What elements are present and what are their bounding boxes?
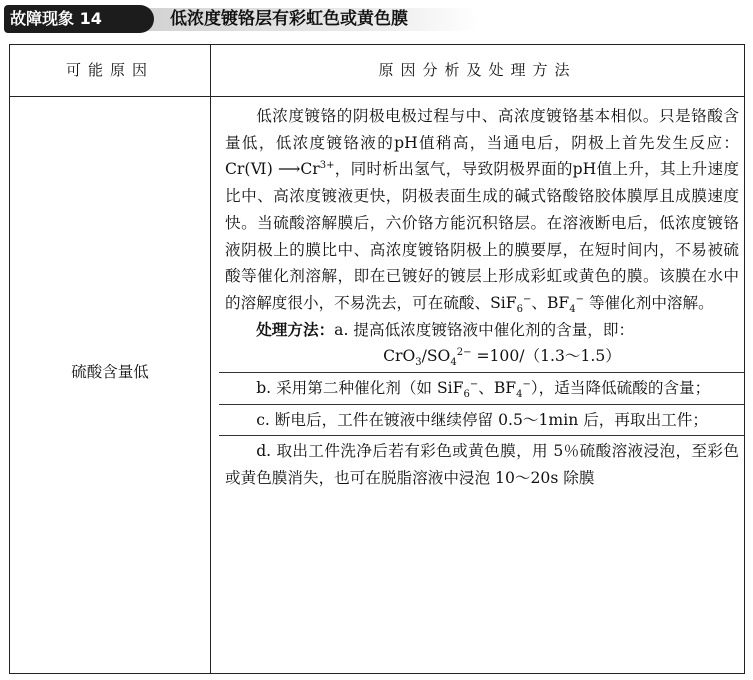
fault-title: 低浓度镀铬层有彩虹色或黄色膜 [170,9,408,29]
formula-sub-4: 4 [450,357,457,369]
row-separator [219,435,745,436]
method-b-sup1: − [469,378,479,390]
column-header-possible-cause: 可能原因 [65,61,154,79]
method-b [225,375,739,402]
bf-charge: − [575,293,584,305]
sif-subscript: 6 [516,304,523,316]
possible-cause-cell: 硫酸含量低 [71,363,149,381]
method-d: d. 取出工件洗净后若有彩色或黄色膜，用 5％硫酸溶液浸泡，至彩色或黄色膜消失，也可在脱脂溶液中浸泡 10～20s 除膜 [225,442,739,488]
method-b-sup2: − [522,378,531,390]
method-b-text-b: 、BF [478,379,517,398]
row-separator [219,404,745,405]
analysis-text-d: 等催化剂中溶解。 [584,293,714,312]
method-c: c. 断电后，工件在镀液中继续停留 0.5～1min 后，再取出工件； [256,410,708,429]
column-divider [210,45,211,673]
formula-ratio: =100/（1.3～1.5） [471,347,621,366]
bf-subscript: 4 [569,304,576,316]
formula-so: /SO [421,347,451,366]
method-b-sub1: 6 [463,389,470,401]
analysis-method-cell [225,103,739,492]
header-divider [10,96,744,97]
analysis-paragraph [225,103,739,317]
analysis-text-a: 低浓度镀铬的阴极电极过程与中、高浓度镀铬基本相似。只是铬酸含量低，低浓度镀铬液的pH值稍高，当通电后，阴极上首先发生反应：Cr(Ⅵ) ⟶Cr [225,107,739,179]
method-b-text-c: ），适当降低硫酸的含量； [530,379,711,398]
row-separator [219,372,745,373]
analysis-text-c: 、BF [531,293,570,312]
formula-sub-3: 3 [415,357,422,369]
method-a-text: a. 提高低浓度镀铬液中催化剂的含量，即： [334,320,635,339]
method-label: 处理方法： [256,319,335,339]
analysis-text-b: ，同时析出氢气，导致阴极界面的pH值上升，其上升速度比中、高浓度镀液更快，阴极表面生成的碱式铬酸铬胶体膜厚且成膜速度快。当硫酸溶解膜后，六价铬方能沉积铬层。在溶液断电后，低浓度镀铬液阴极上的膜比中、高浓度镀铬阴极上的膜要厚，在短时间内，不易被硫酸等催化剂溶解，即在已镀好的镀层上形成彩虹或黄色的膜。该膜在水中的溶解度很小，不易洗去，可在硫酸、SiF [225,160,739,312]
sif-charge: − [522,293,532,305]
cr-charge: 3+ [319,160,335,172]
section-header [4,5,749,35]
method-a [225,317,739,344]
method-b-sub2: 4 [516,389,523,401]
formula-cro: CrO [383,347,416,366]
method-b-text-a: b. 采用第二种催化剂（如 SiF [256,379,464,398]
ratio-formula [225,343,739,370]
formula-charge: 2− [456,347,472,359]
fault-table [9,44,745,674]
fault-number-tag: 故障现象 14 [4,5,154,33]
column-header-analysis-method: 原因分析及处理方法 [378,61,577,79]
